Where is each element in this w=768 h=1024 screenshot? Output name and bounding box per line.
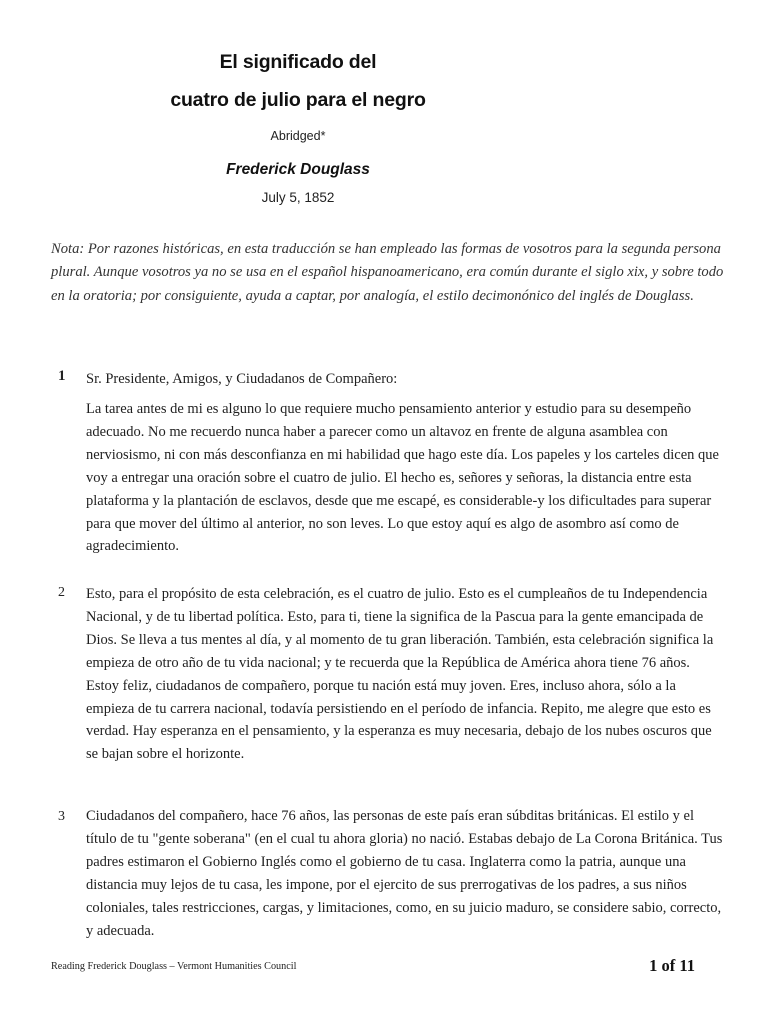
translation-note: Nota: Por razones históricas, en esta traducción se han empleado las formas de vosotros para la segunda persona plural. Aunque vosotros ya no se usa en el español hispanoamericano, era común durante el siglo xix, y sobre todo en la oratoria; por consiguiente, ayuda a captar, por analogía, el estilo decimonónico del inglés de Douglass. bbox=[51, 241, 724, 304]
page-indicator: 1 of 11 bbox=[649, 956, 695, 975]
document-title-line-2: cuatro de julio para el negro bbox=[170, 89, 426, 111]
paragraph-body bbox=[86, 583, 726, 766]
paragraph-number: 3 bbox=[58, 809, 65, 824]
paragraph-text: La tarea antes de mi es alguno lo que requiere mucho pensamiento anterior y estudio para su desempeño adecuado. No me recuerdo nunca haber a parecer como un altavoz en frente de alguna asamblea con nerviosismo, ni con más desconfianza en mi habilidad que hago este día. Los papeles y los carteles dicen que voy a entregar una oración sobre el cuatro de julio. El hecho es, señores y señoras, la distancia entre esta plataforma y la plantación de esclavos, desde que me escapé, es considerable-y los dificultades para superar para que mover del último al anterior, no son leves. Lo que estoy aquí es algo de asombro así como de agradecimiento. bbox=[86, 401, 719, 555]
salutation-text: Sr. Presidente, Amigos, y Ciudadanos de Compañero: bbox=[86, 371, 398, 387]
document-author: Frederick Douglass bbox=[226, 161, 370, 178]
paragraph-number: 1 bbox=[58, 368, 66, 384]
paragraph-number: 2 bbox=[58, 585, 65, 600]
document-title-line-1: El significado del bbox=[219, 51, 377, 73]
paragraph-body bbox=[86, 398, 726, 558]
footer-source: Reading Frederick Douglass – Vermont Humanities Council bbox=[51, 961, 297, 972]
paragraph-text: Esto, para el propósito de esta celebración, es el cuatro de julio. Esto es el cumpleaños de tu Independencia Nacional, y de tu libertad política. Esto, para ti, tiene la significa de la Pascua para la gente emancipada de Dios. Se lleva a tus mentes al día, y al momento de tu gran liberación. También, esta celebración significa la empieza de otro año de tu vida nacional; y te recuerda que la República de América ahora tiene 76 años. Estoy feliz, ciudadanos de compañero, porque tu nación está muy joven. Eres, incluso ahora, sólo a la empieza de tu carrera nacional, todavía persistiendo en el período de infancia. Repito, me alegre que esto es verdad. Hay esperanza en el pensamiento, y la esperanza es muy necesaria, debajo de los nubes oscuros que se bajan sobre el horizonte. bbox=[86, 586, 714, 763]
paragraph-body bbox=[86, 805, 726, 942]
document-date: July 5, 1852 bbox=[261, 190, 335, 205]
paragraph-salutation bbox=[86, 368, 726, 391]
document-subtitle: Abridged* bbox=[270, 129, 326, 143]
paragraph-text: Ciudadanos del compañero, hace 76 años, las personas de este país eran súbditas británicas. El estilo y el título de tu "gente soberana" (en el cual tu ahora gloria) no nació. Estabas debajo de La Corona Británica. Tus padres estimaron el Gobierno Inglés como el gobierno de tu casa. Inglaterra como la patria, aunque una distancia muy lejos de tu casa, les impone, por el ejercito de sus prerrogativas de los padres, a sus niños coloniales, tales restricciones, cargas, y limitaciones, como, en su juicio maduro, se considere sabio, correcto, y adecuada. bbox=[86, 808, 723, 939]
